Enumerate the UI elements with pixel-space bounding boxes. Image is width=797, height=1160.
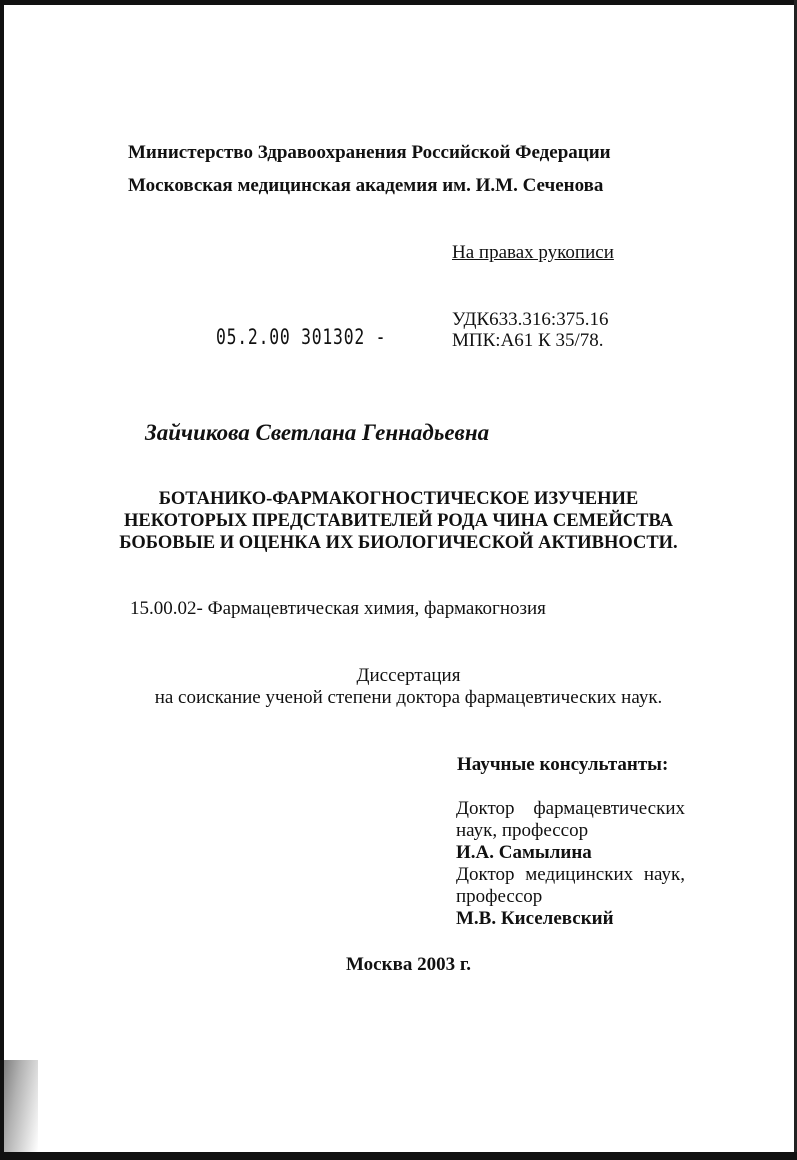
consultant-2-name: М.В. Киселевский xyxy=(456,908,614,929)
consultant-1-degree: Доктор фармацевтических xyxy=(456,798,685,819)
title-line-2: НЕКОТОРЫХ ПРЕДСТАВИТЕЛЕЙ РОДА ЧИНА СЕМЕЙСТВА xyxy=(123,511,674,531)
specialty-code: 15.00.02- Фармацевтическая химия, фармакогнозия xyxy=(130,598,546,619)
ministry-heading: Министерство Здравоохранения Российской Федерации xyxy=(128,142,611,163)
title-line-3: БОБОВЫЕ И ОЦЕНКА ИХ БИОЛОГИЧЕСКОЙ АКТИВНОСТИ. xyxy=(119,533,678,553)
udk-code: УДК633.316:375.16 xyxy=(452,309,609,330)
dissertation-label: Диссертация xyxy=(356,665,461,686)
consultants-heading: Научные консультанты: xyxy=(457,754,669,775)
degree-statement: на соискание ученой степени доктора фармацевтических наук. xyxy=(154,687,663,708)
consultant-1-title: наук, профессор xyxy=(456,820,589,841)
city-year: Москва 2003 г. xyxy=(346,954,472,975)
academy-heading: Московская медицинская академия им. И.М. Сеченова xyxy=(128,175,604,196)
consultant-1-name: И.А. Самылина xyxy=(456,842,592,863)
scan-corner-shadow xyxy=(4,1060,38,1152)
scan-edge-bottom xyxy=(0,1152,797,1160)
consultant-2-title: профессор xyxy=(456,886,543,907)
registration-stamp: 05.2.00 301302 - xyxy=(216,325,387,349)
author-name: Зайчикова Светлана Геннадьевна xyxy=(145,420,490,445)
consultant-2-degree: Доктор медицинских наук, xyxy=(456,864,685,885)
title-line-1: БОТАНИКО-ФАРМАКОГНОСТИЧЕСКОЕ ИЗУЧЕНИЕ xyxy=(158,489,639,509)
scan-edge-left xyxy=(0,0,4,1160)
manuscript-rights: На правах рукописи xyxy=(452,242,614,263)
mpk-code: МПК:А61 К 35/78. xyxy=(452,330,604,351)
scan-edge-top xyxy=(0,0,797,5)
